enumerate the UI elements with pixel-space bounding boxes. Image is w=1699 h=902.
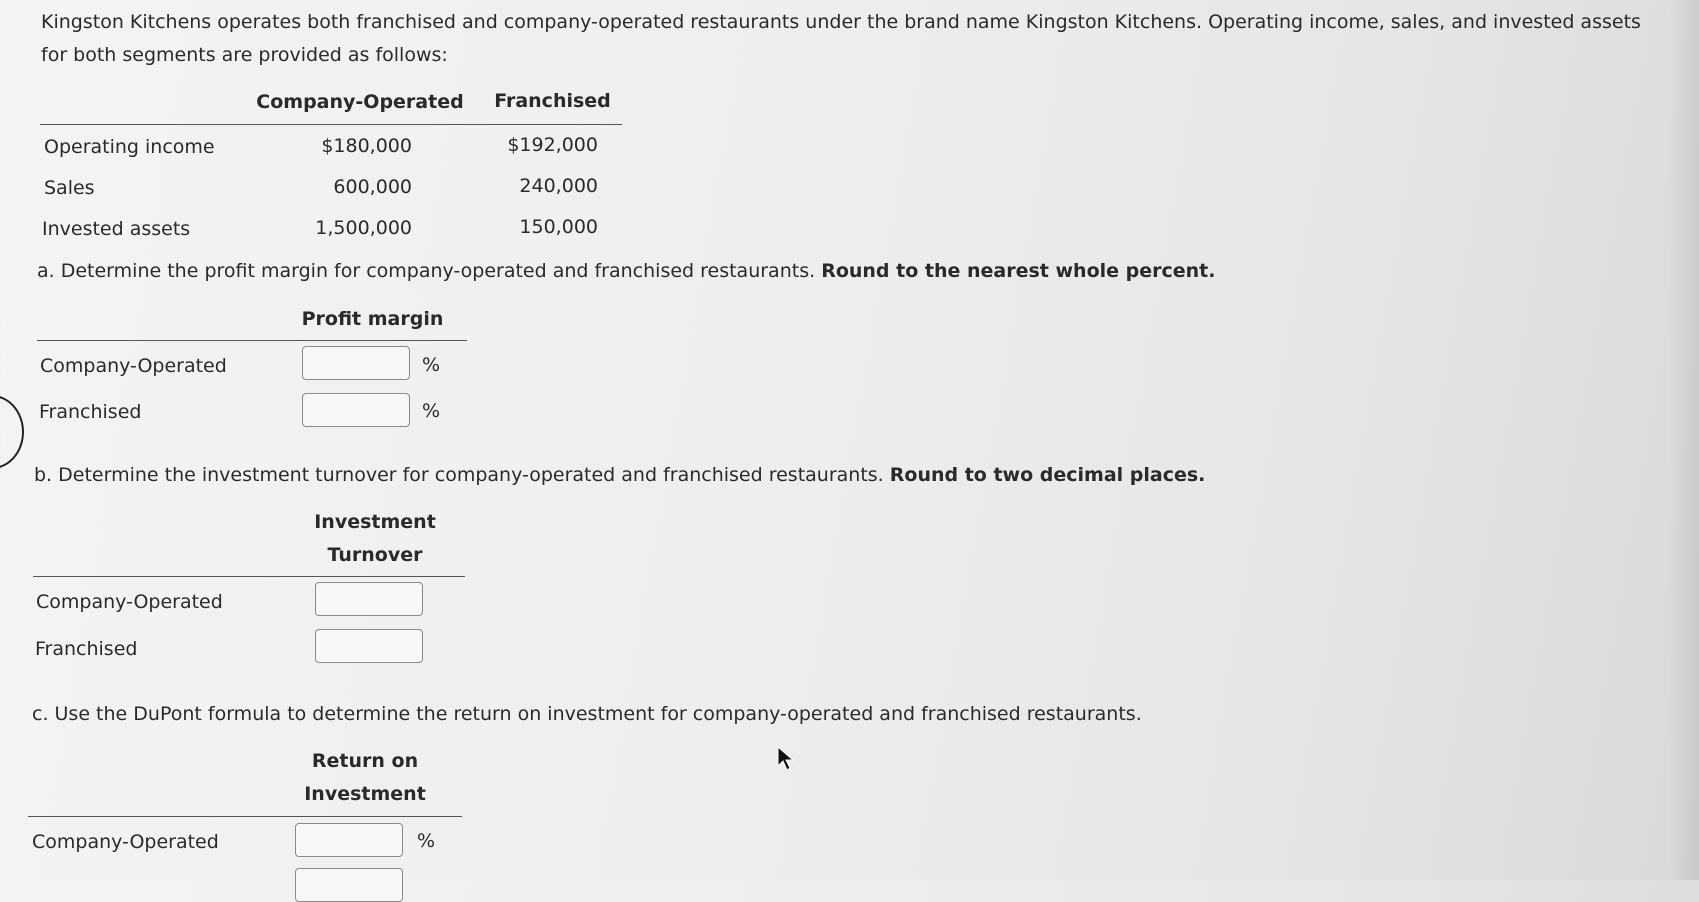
cell-company-sales: 600,000	[333, 176, 412, 198]
part-a-question	[37, 260, 1337, 282]
row-label-operating-income: Operating income	[44, 136, 215, 158]
part-c-header-line1: Return on	[311, 750, 419, 772]
cell-company-invested-assets: 1,500,000	[315, 217, 412, 239]
investment-turnover-company-input[interactable]	[315, 582, 423, 616]
part-b-instruction: Round to two decimal places.	[889, 464, 1206, 486]
part-a-header: Profit margin	[301, 308, 444, 330]
investment-turnover-franchised-input[interactable]	[315, 629, 423, 663]
cell-franchised-sales: 240,000	[519, 175, 598, 197]
part-b-rule	[33, 576, 465, 577]
screen-edge-shadow	[1667, 0, 1699, 880]
part-a-instruction: Round to the nearest whole percent.	[821, 260, 1216, 282]
row-label-sales: Sales	[44, 177, 95, 199]
part-c-label-company: Company-Operated	[32, 831, 219, 853]
part-a-label-company: Company-Operated	[40, 355, 227, 377]
mouse-cursor-icon	[777, 746, 795, 772]
part-c-unit-company: %	[417, 830, 436, 852]
stray-arc-mark	[0, 395, 24, 469]
part-c-question	[32, 703, 1332, 725]
part-b-question-text: b. Determine the investment turnover for company-operated and franchised restaurants.	[34, 464, 884, 486]
part-c-header-line2: Investment	[304, 783, 426, 805]
part-b-header-line1: Investment	[314, 511, 436, 533]
part-a-label-franchised: Franchised	[39, 401, 142, 423]
col-header-franchised: Franchised	[494, 90, 611, 112]
part-c-question-text: c. Use the DuPont formula to determine the return on investment for company-operated and franchised restaurants.	[32, 703, 1142, 725]
col-header-company: Company-Operated	[256, 91, 464, 113]
part-a-rule	[37, 340, 467, 341]
part-b-question	[34, 464, 1334, 486]
cell-franchised-operating-income: $192,000	[507, 134, 598, 156]
table-header-rule	[40, 124, 622, 125]
part-a-unit-franchised: %	[422, 400, 441, 422]
profit-margin-company-input[interactable]	[302, 346, 410, 380]
cell-franchised-invested-assets: 150,000	[519, 216, 598, 238]
profit-margin-franchised-input[interactable]	[302, 393, 410, 427]
part-c-rule	[28, 816, 462, 817]
row-label-invested-assets: Invested assets	[42, 218, 191, 240]
roi-franchised-input-partial[interactable]	[295, 868, 403, 902]
part-b-header-line2: Turnover	[327, 544, 423, 566]
part-a-question-text: a. Determine the profit margin for company-operated and franchised restaurants.	[37, 260, 816, 282]
cell-company-operating-income: $180,000	[321, 135, 412, 157]
part-b-label-company: Company-Operated	[36, 591, 223, 613]
roi-company-input[interactable]	[295, 823, 403, 857]
part-b-label-franchised: Franchised	[35, 638, 138, 660]
part-a-unit-company: %	[422, 354, 441, 376]
problem-intro: Kingston Kitchens operates both franchised and company-operated restaurants under the brand name Kingston Kitchens. Operating income, sales, and invested assets for both segments are provided as follows:	[41, 11, 1641, 66]
